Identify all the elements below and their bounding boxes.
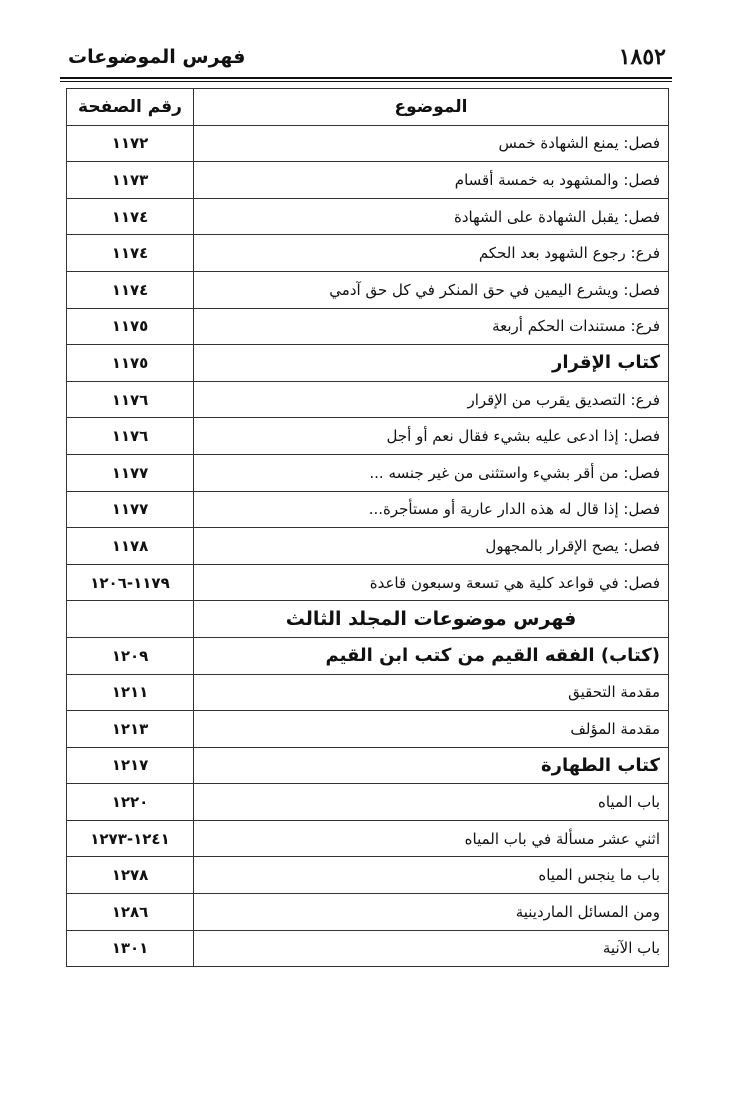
topic-cell: فرع: رجوع الشهود بعد الحكم — [194, 235, 669, 272]
table-row — [67, 601, 669, 638]
table-row — [67, 162, 669, 199]
header-rule-thin — [60, 81, 672, 82]
table-row — [67, 674, 669, 711]
table-row — [67, 564, 669, 601]
topic-cell: فصل: يصح الإقرار بالمجهول — [194, 528, 669, 565]
table-row — [67, 235, 669, 272]
table-row — [67, 528, 669, 565]
topic-cell: كتاب الطهارة — [194, 747, 669, 784]
page-number-cell: ١١٧٧ — [67, 454, 194, 491]
page-number-cell: ١٢٤١-١٢٧٣ — [67, 820, 194, 857]
page-number-cell: ١٢١١ — [67, 674, 194, 711]
table-row — [67, 418, 669, 455]
page-number-cell: ١٢٧٨ — [67, 857, 194, 894]
table-row — [67, 894, 669, 931]
topic-cell: مقدمة التحقيق — [194, 674, 669, 711]
table-row — [67, 198, 669, 235]
page-number-cell: ١٢٠٩ — [67, 637, 194, 674]
table-row — [67, 454, 669, 491]
page-number-cell: ١١٧٥ — [67, 345, 194, 382]
topic-cell: فصل: والمشهود به خمسة أقسام — [194, 162, 669, 199]
table-row — [67, 711, 669, 748]
table-row — [67, 345, 669, 382]
header-page-number: ١٨٥٢ — [618, 44, 666, 70]
table-row — [67, 125, 669, 162]
topic-cell: ومن المسائل الماردينية — [194, 894, 669, 931]
index-table — [66, 88, 669, 967]
page-number-cell: ١٣٠١ — [67, 930, 194, 967]
page-header — [60, 44, 672, 76]
topic-cell: اثني عشر مسألة في باب المياه — [194, 820, 669, 857]
topic-cell: فصل: إذا قال له هذه الدار عارية أو مستأجرة... — [194, 491, 669, 528]
page-number-cell — [67, 601, 194, 638]
page-number-cell: ١١٧٦ — [67, 418, 194, 455]
table-row — [67, 820, 669, 857]
topic-cell: فرع: التصديق يقرب من الإقرار — [194, 381, 669, 418]
topic-cell: فصل: يقبل الشهادة على الشهادة — [194, 198, 669, 235]
page-number-cell: ١١٧٤ — [67, 271, 194, 308]
header-rule — [60, 77, 672, 79]
page-number-cell: ١٢١٣ — [67, 711, 194, 748]
header-title: فهرس الموضوعات — [68, 46, 246, 68]
page-number-cell: ١١٧٤ — [67, 198, 194, 235]
topic-cell: باب المياه — [194, 784, 669, 821]
topic-cell: فصل: في قواعد كلية هي تسعة وسبعون قاعدة — [194, 564, 669, 601]
table-row — [67, 857, 669, 894]
page-number-cell: ١١٧٦ — [67, 381, 194, 418]
table-row — [67, 747, 669, 784]
page-number-cell: ١١٧٢ — [67, 125, 194, 162]
page-number-cell: ١١٧٤ — [67, 235, 194, 272]
table-header-row — [67, 89, 669, 126]
topic-cell: فرع: مستندات الحكم أربعة — [194, 308, 669, 345]
topic-cell: فصل: يمنع الشهادة خمس — [194, 125, 669, 162]
topic-cell: فهرس موضوعات المجلد الثالث — [194, 601, 669, 638]
topic-cell: مقدمة المؤلف — [194, 711, 669, 748]
table-row — [67, 308, 669, 345]
table-row — [67, 271, 669, 308]
table-row — [67, 491, 669, 528]
topic-cell: باب الآنية — [194, 930, 669, 967]
topic-cell: فصل: ويشرع اليمين في حق المنكر في كل حق آدمي — [194, 271, 669, 308]
page-number-cell: ١١٧٣ — [67, 162, 194, 199]
topic-cell: باب ما ينجس المياه — [194, 857, 669, 894]
table-row — [67, 381, 669, 418]
page-number-cell: ١١٧٧ — [67, 491, 194, 528]
column-header-topic: الموضوع — [194, 89, 669, 126]
page-number-cell: ١٢١٧ — [67, 747, 194, 784]
table-row — [67, 784, 669, 821]
topic-cell: (كتاب) الفقه القيم من كتب ابن القيم — [194, 637, 669, 674]
table-row — [67, 637, 669, 674]
page-number-cell: ١١٧٨ — [67, 528, 194, 565]
topic-cell: فصل: من أقر بشيء واستثنى من غير جنسه ... — [194, 454, 669, 491]
page-number-cell: ١١٧٥ — [67, 308, 194, 345]
page-number-cell: ١٢٨٦ — [67, 894, 194, 931]
table-row — [67, 930, 669, 967]
topic-cell: فصل: إذا ادعى عليه بشيء فقال نعم أو أجل — [194, 418, 669, 455]
page-number-cell: ١١٧٩-١٢٠٦ — [67, 564, 194, 601]
index-table-body — [67, 125, 669, 967]
topic-cell: كتاب الإقرار — [194, 345, 669, 382]
column-header-page: رقم الصفحة — [67, 89, 194, 126]
page-number-cell: ١٢٢٠ — [67, 784, 194, 821]
